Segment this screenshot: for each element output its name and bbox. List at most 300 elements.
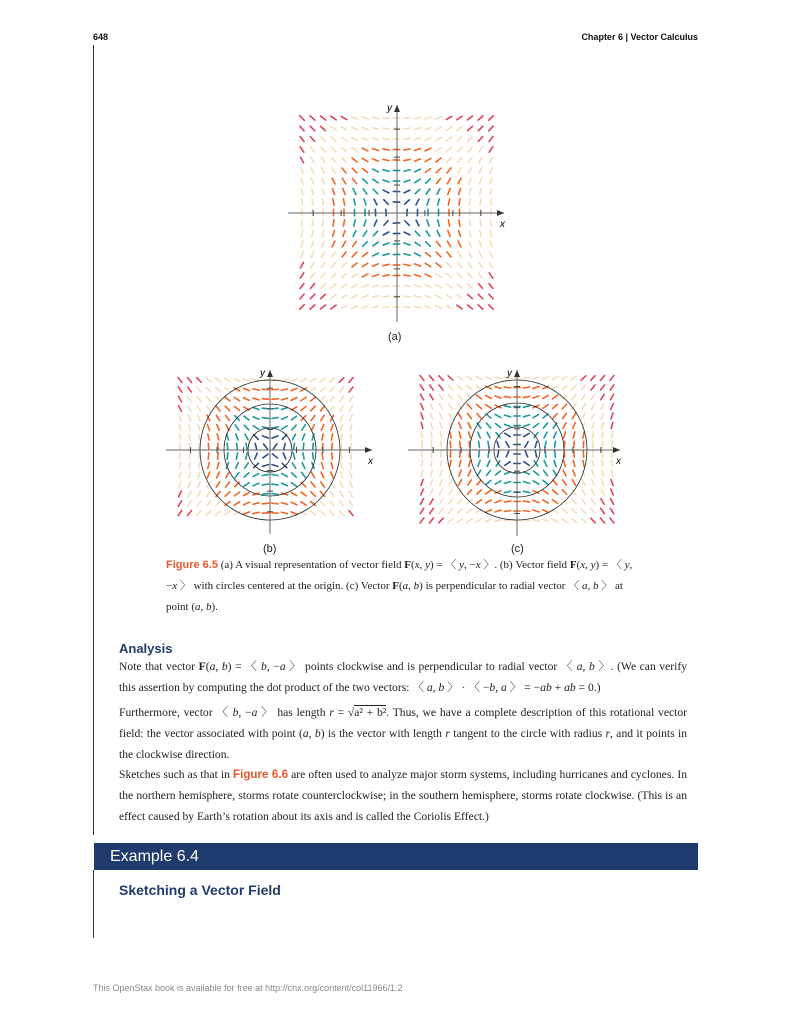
- vector-arrow: [312, 220, 313, 226]
- analysis-paragraph-3: [119, 764, 687, 827]
- vector-arrow: [420, 394, 423, 400]
- vector-arrow: [352, 168, 357, 173]
- vector-arrow: [592, 460, 593, 466]
- vector-arrow: [486, 500, 492, 503]
- vector-arrow: [495, 377, 501, 379]
- vector-arrow: [523, 387, 529, 388]
- vector-arrow: [479, 147, 483, 152]
- y-axis-label: y: [387, 103, 392, 114]
- example-banner: Example 6.4: [94, 843, 698, 870]
- vector-arrow: [320, 116, 325, 120]
- vector-arrow: [553, 490, 558, 494]
- vector-arrow: [581, 376, 586, 380]
- vector-arrow: [234, 379, 240, 382]
- vector-arrow: [342, 168, 346, 173]
- vector-arrow: [342, 273, 347, 277]
- text-run: ).: [211, 601, 218, 613]
- vector-arrow: [479, 168, 482, 174]
- vector-arrow: [331, 284, 336, 288]
- vector-arrow: [436, 263, 441, 267]
- vector-arrow: [415, 231, 420, 236]
- vector-arrow: [543, 490, 548, 494]
- vector-arrow: [602, 422, 604, 428]
- vector-arrow: [404, 232, 410, 235]
- figure-link[interactable]: Figure 6.6: [233, 768, 289, 781]
- vector-arrow: [478, 305, 483, 309]
- vector-arrow: [330, 397, 334, 402]
- vector-arrow: [480, 188, 482, 194]
- y-axis-arrow-icon: [514, 370, 520, 377]
- vector-arrow: [353, 178, 357, 183]
- vector-arrow: [350, 482, 353, 488]
- vector-arrow: [199, 453, 200, 459]
- vector-arrow: [302, 434, 304, 440]
- vector-arrow: [490, 241, 492, 247]
- vector-arrow: [322, 434, 324, 440]
- vector-arrow: [311, 168, 314, 174]
- vector-arrow: [404, 170, 410, 171]
- vector-arrow: [450, 460, 451, 466]
- vector-arrow: [495, 481, 501, 484]
- vector-arrow: [447, 178, 450, 183]
- vector-arrow: [563, 413, 567, 418]
- vector-arrow: [244, 492, 250, 495]
- vector-arrow: [422, 460, 423, 466]
- vector-arrow: [352, 306, 358, 309]
- x-axis-label: x: [500, 219, 505, 230]
- vector-arrow: [198, 434, 199, 440]
- text-run: x: [172, 580, 178, 592]
- vector-arrow: [300, 157, 303, 163]
- vector-arrow: [440, 480, 443, 486]
- vector-arrow: [188, 501, 192, 506]
- text-run: . Thus, we have a complete description of this rotational vector field: the vector associated with point (: [119, 706, 688, 740]
- vector-arrow: [458, 252, 462, 257]
- vector-arrow: [582, 404, 586, 409]
- vector-arrow: [373, 231, 377, 236]
- vector-arrow: [458, 168, 462, 173]
- vector-arrow: [330, 491, 334, 496]
- vector-arrow: [554, 432, 556, 438]
- vector-arrow: [362, 285, 368, 288]
- vector-arrow: [425, 295, 431, 297]
- vector-arrow: [504, 415, 510, 417]
- vector-arrow: [449, 480, 452, 486]
- vector-arrow: [469, 178, 472, 184]
- vector-arrow: [425, 263, 430, 266]
- vector-arrow: [430, 480, 432, 486]
- vector-arrow: [414, 285, 420, 287]
- vector-arrow: [294, 443, 295, 449]
- vector-arrow: [341, 462, 342, 468]
- vector-arrow: [533, 481, 539, 484]
- text-run: b: [413, 580, 420, 592]
- vector-arrow: [421, 489, 424, 495]
- vector-arrow: [311, 397, 316, 401]
- vector-arrow: [425, 306, 431, 308]
- vector-arrow: [489, 136, 493, 141]
- vector-arrow: [426, 242, 431, 247]
- vector-arrow: [447, 252, 451, 257]
- vector-arrow: [415, 179, 420, 182]
- vector-arrow: [321, 472, 324, 478]
- vector-arrow: [425, 148, 431, 151]
- vector-arrow: [439, 404, 442, 410]
- vector-arrow: [592, 470, 594, 476]
- vector-arrow: [320, 501, 325, 505]
- vector-arrow: [373, 179, 378, 183]
- vector-arrow: [459, 460, 460, 466]
- text-run: ,: [308, 727, 315, 740]
- vector-arrow: [330, 406, 334, 411]
- vector-arrow: [341, 137, 346, 141]
- vector-arrow: [178, 387, 182, 392]
- vector-arrow: [207, 472, 209, 478]
- vector-arrow: [225, 406, 229, 411]
- vector-arrow: [562, 509, 567, 513]
- vector-arrow: [350, 415, 352, 421]
- vector-arrow: [254, 435, 258, 440]
- vector-arrow: [179, 415, 181, 421]
- vector-arrow: [495, 414, 501, 417]
- vector-arrow: [262, 503, 268, 504]
- vector-arrow: [207, 424, 209, 430]
- vector-arrow: [468, 423, 471, 429]
- y-axis-label: y: [260, 368, 265, 379]
- vector-arrow: [523, 396, 529, 397]
- vector-arrow: [495, 424, 500, 428]
- vector-arrow: [476, 519, 482, 522]
- page-number: 648: [93, 32, 109, 42]
- vector-arrow: [487, 461, 490, 467]
- vector-arrow: [489, 126, 493, 131]
- vector-arrow: [253, 503, 259, 505]
- text-run: 〉 = −: [506, 681, 541, 694]
- vector-arrow: [426, 179, 431, 183]
- vector-arrow: [353, 231, 356, 237]
- vector-arrow: [611, 479, 613, 485]
- vector-arrow: [440, 460, 441, 466]
- vector-arrow: [460, 441, 461, 447]
- vector-arrow: [272, 513, 278, 514]
- text-run: a: [402, 580, 409, 592]
- vector-arrow: [415, 189, 420, 193]
- text-run: b: [314, 727, 321, 740]
- vector-arrow: [543, 395, 549, 398]
- vector-arrow: [448, 199, 449, 205]
- vector-arrow: [245, 463, 249, 468]
- vector-arrow: [446, 116, 452, 119]
- vector-arrow: [524, 433, 529, 436]
- vector-arrow: [425, 127, 431, 129]
- vector-arrow: [490, 252, 493, 258]
- vector-arrow: [383, 180, 389, 182]
- x-axis-label: x: [368, 456, 373, 467]
- vector-arrow: [479, 157, 482, 162]
- vector-arrow: [352, 158, 357, 162]
- vector-arrow: [384, 221, 388, 226]
- vector-arrow: [310, 388, 315, 392]
- vector-arrow: [333, 220, 334, 226]
- text-run: y: [590, 559, 596, 571]
- vector-arrow: [440, 413, 443, 419]
- text-run: a: [251, 706, 258, 719]
- analysis-paragraph-1: [119, 656, 687, 698]
- vector-arrow: [404, 190, 410, 193]
- vector-arrow: [504, 501, 510, 502]
- vector-arrow: [188, 396, 191, 401]
- vector-arrow: [562, 404, 566, 409]
- vector-arrow: [188, 406, 191, 412]
- vector-arrow: [436, 295, 442, 298]
- vector-arrow: [582, 489, 585, 494]
- text-run: Sketches such as that in: [119, 768, 234, 781]
- vector-arrow: [179, 472, 181, 478]
- vector-arrow: [362, 148, 368, 151]
- vector-arrow: [320, 378, 325, 382]
- vector-arrow: [439, 376, 443, 381]
- vector-arrow: [332, 178, 335, 184]
- vector-arrow: [420, 385, 424, 390]
- vector-arrow: [504, 387, 510, 388]
- vector-arrow: [363, 242, 367, 247]
- vector-arrow: [188, 415, 190, 421]
- vector-arrow: [533, 520, 539, 522]
- vector-arrow: [301, 511, 307, 514]
- vector-arrow: [404, 128, 410, 129]
- vector-arrow: [244, 425, 248, 430]
- text-run: ) = 〈: [595, 559, 625, 571]
- vector-arrow: [383, 296, 389, 297]
- vector-arrow: [572, 509, 577, 513]
- vector-arrow: [447, 147, 452, 151]
- vector-arrow: [225, 378, 230, 381]
- vector-arrow: [339, 387, 343, 392]
- vector-arrow: [284, 443, 286, 449]
- vector-arrow: [272, 474, 278, 475]
- vector-arrow: [533, 396, 539, 398]
- vector-arrow: [486, 395, 492, 398]
- text-run: 〉 points clockwise and is perpendicular to radial vector 〈: [285, 660, 577, 673]
- vector-arrow: [343, 189, 345, 195]
- vector-arrow: [478, 294, 483, 299]
- vector-arrow: [272, 494, 278, 495]
- vector-arrow: [262, 484, 268, 485]
- vector-arrow: [446, 284, 451, 288]
- text-run: 〉 has length: [257, 706, 330, 719]
- vector-arrow: [320, 511, 325, 515]
- vector-arrow: [504, 482, 510, 484]
- footer-note: This OpenStax book is available for free at http://cnx.org/content/col11966/1.2: [93, 983, 403, 993]
- vector-arrow: [552, 377, 558, 380]
- vector-arrow: [215, 378, 220, 382]
- vector-arrow: [421, 422, 423, 428]
- vector-arrow: [478, 126, 483, 130]
- margin-rule: [93, 870, 94, 938]
- margin-rule: [93, 45, 94, 835]
- vector-arrow: [331, 472, 333, 478]
- vector-arrow: [322, 188, 324, 194]
- vector-arrow: [323, 199, 324, 205]
- vector-arrow: [310, 137, 314, 142]
- vector-arrow: [581, 518, 586, 522]
- vector-arrow: [458, 499, 462, 504]
- vector-arrow: [555, 451, 556, 457]
- vector-arrow: [470, 199, 471, 205]
- vector-arrow: [197, 501, 201, 506]
- vector-arrow: [340, 472, 342, 478]
- text-run: b: [206, 601, 212, 613]
- vector-arrow: [372, 306, 378, 307]
- vector-arrow: [342, 178, 345, 183]
- vector-arrow: [448, 189, 450, 195]
- vector-arrow: [341, 284, 346, 288]
- vector-arrow: [350, 406, 353, 412]
- vector-arrow: [225, 492, 230, 496]
- vector-arrow: [431, 460, 432, 466]
- vector-arrow: [216, 501, 221, 505]
- vector-arrow: [178, 510, 182, 515]
- vector-arrow: [350, 472, 352, 478]
- vector-arrow: [225, 511, 230, 515]
- vector-arrow: [225, 482, 229, 487]
- vector-arrow: [469, 460, 471, 466]
- vector-arrow: [244, 512, 250, 514]
- vector-arrow: [179, 462, 180, 468]
- text-run: = √: [333, 706, 355, 719]
- vector-arrow: [311, 472, 314, 478]
- vector-arrow: [383, 118, 389, 119]
- vector-arrow: [457, 376, 462, 380]
- vector-arrow: [262, 399, 268, 400]
- vector-arrow: [449, 394, 453, 399]
- vector-arrow: [459, 230, 461, 236]
- vector-arrow: [217, 462, 219, 468]
- vector-arrow: [592, 432, 593, 438]
- vector-arrow: [272, 389, 278, 390]
- vector-arrow: [310, 126, 315, 131]
- vector-arrow: [439, 385, 443, 390]
- vector-arrow: [373, 253, 379, 256]
- vector-arrow: [583, 460, 584, 466]
- vector-arrow: [197, 396, 201, 401]
- vector-arrow: [208, 434, 209, 440]
- vector-arrow: [611, 413, 613, 419]
- vector-arrow: [448, 518, 453, 522]
- vector-arrow: [497, 441, 499, 447]
- vector-arrow: [468, 294, 473, 298]
- vector-arrow: [431, 470, 433, 476]
- vector-arrow: [272, 418, 278, 419]
- vector-arrow: [331, 434, 332, 440]
- vector-arrow: [352, 295, 358, 298]
- vector-arrow: [553, 404, 558, 408]
- vector-arrow: [458, 404, 462, 409]
- vector-arrow: [300, 283, 304, 288]
- vector-arrow: [273, 454, 278, 458]
- vector-arrow: [447, 273, 452, 277]
- figure-link[interactable]: Figure 6.5: [166, 559, 218, 571]
- vector-arrow: [504, 491, 510, 492]
- y-axis-label: y: [507, 368, 512, 379]
- vector-arrow: [478, 432, 480, 438]
- vector-arrow: [372, 285, 378, 287]
- vector-arrow: [504, 396, 510, 397]
- vector-arrow: [448, 231, 450, 237]
- vector-arrow: [207, 406, 211, 411]
- vector-arrow: [591, 509, 595, 514]
- vector-arrow: [262, 474, 268, 475]
- panel-label-b: (b): [263, 543, 277, 555]
- vector-arrow: [555, 441, 556, 447]
- vector-arrow: [533, 377, 539, 379]
- vector-arrow: [198, 482, 201, 488]
- vector-arrow: [458, 385, 463, 389]
- vector-arrow: [504, 520, 510, 521]
- vector-arrow: [421, 479, 423, 485]
- vector-arrow: [217, 472, 220, 478]
- vector-arrow: [601, 480, 603, 486]
- vector-arrow: [495, 387, 501, 389]
- text-run: x: [475, 559, 481, 571]
- vector-arrow: [495, 520, 501, 522]
- vector-arrow: [343, 220, 344, 226]
- vector-arrow: [479, 262, 482, 267]
- vector-arrow: [572, 499, 576, 504]
- vector-arrow: [301, 252, 304, 258]
- text-run: ,: [582, 660, 589, 673]
- vector-arrow: [281, 389, 287, 390]
- vector-arrow: [321, 157, 325, 162]
- vector-arrow: [543, 510, 549, 513]
- vector-arrow: [189, 434, 190, 440]
- x-axis-label: x: [616, 456, 621, 467]
- text-run: (a) A visual representation of vector field: [217, 559, 405, 571]
- vector-arrow: [431, 432, 432, 438]
- vector-arrow: [272, 503, 278, 504]
- vector-arrow: [332, 252, 336, 257]
- vector-arrow: [581, 385, 585, 390]
- vector-arrow: [300, 273, 304, 278]
- vector-arrow: [449, 489, 452, 494]
- vector-arrow: [302, 425, 306, 430]
- y-axis-arrow-icon: [394, 105, 400, 112]
- vector-arrow: [262, 436, 268, 438]
- vector-arrow: [244, 416, 249, 420]
- vector-arrow: [436, 252, 441, 257]
- vector-arrow: [573, 460, 574, 466]
- text-run: ab: [540, 681, 552, 694]
- text-run: 〉. (b) Vector field: [480, 559, 570, 571]
- text-run: ) is the vector with length: [320, 727, 446, 740]
- vector-arrow: [467, 116, 472, 120]
- vector-arrow: [282, 473, 288, 476]
- vector-arrow: [255, 443, 257, 449]
- vector-arrow: [244, 502, 250, 505]
- vector-arrow: [322, 178, 325, 184]
- vector-arrow: [302, 199, 303, 205]
- x-axis-arrow-icon: [365, 447, 372, 453]
- vector-arrow: [458, 395, 462, 400]
- vector-arrow: [426, 189, 430, 194]
- vector-arrow: [301, 502, 306, 505]
- vector-arrow: [321, 147, 325, 152]
- text-run: , −: [266, 660, 280, 673]
- vector-arrow: [414, 128, 420, 130]
- vector-arrow: [439, 489, 442, 495]
- vector-arrow: [301, 397, 306, 401]
- vector-arrow: [459, 220, 460, 226]
